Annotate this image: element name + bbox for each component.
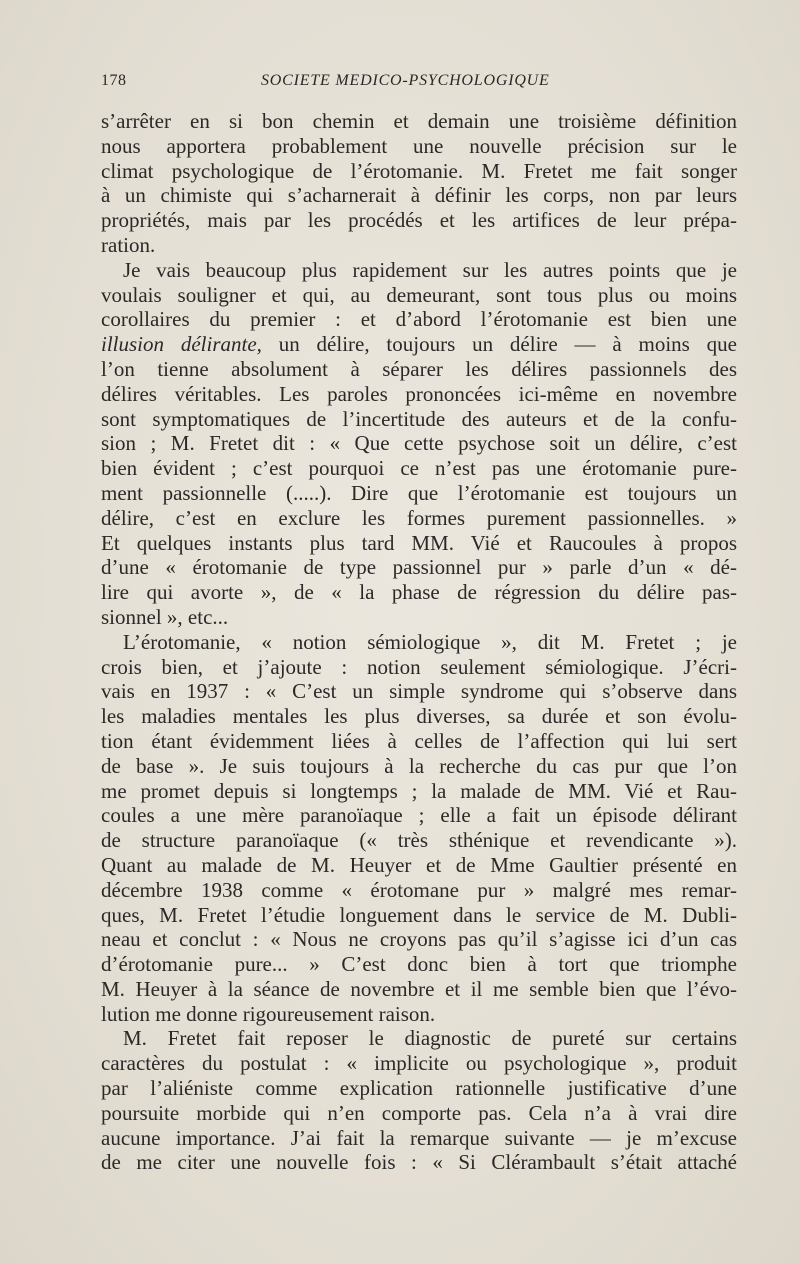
text-line: lire qui avorte », de « la phase de régression du délire pas- xyxy=(101,580,737,605)
text-line: ration. xyxy=(101,232,156,257)
text-line: délires véritables. Les paroles prononcées ici-même en novembre xyxy=(101,381,737,406)
text-line: me promet depuis si longtemps ; la malade de MM. Vié et Rau- xyxy=(101,778,737,803)
text-line: les maladies mentales les plus diverses, sa durée et son évolu- xyxy=(101,704,737,729)
text-line: M. Fretet fait reposer le diagnostic de pureté sur certains xyxy=(123,1026,737,1051)
page-number: 178 xyxy=(101,72,127,89)
text-line: voulais souligner et qui, au demeurant, sont tous plus ou moins xyxy=(101,282,737,307)
text-line: lution me donne rigoureusement raison. xyxy=(101,1001,436,1026)
text-line: à un chimiste qui s’acharnerait à définir les corps, non par leurs xyxy=(101,183,737,208)
text-line: Je vais beaucoup plus rapidement sur les autres points que je xyxy=(123,257,737,282)
text-line: caractères du postulat : « implicite ou psychologique », produit xyxy=(101,1051,737,1076)
text-line: climat psychologique de l’érotomanie. M. Fretet me fait songer xyxy=(101,158,737,183)
text-line: ques, M. Fretet l’étudie longuement dans le service de M. Dubli- xyxy=(101,902,737,927)
text-line: propriétés, mais par les procédés et les artifices de leur prépa- xyxy=(101,208,737,233)
text-line: délire, c’est en exclure les formes purement passionnelles. » xyxy=(101,505,737,530)
running-head: SOCIETE MEDICO-PSYCHOLOGIQUE xyxy=(261,72,550,89)
text-line: de structure paranoïaque (« très sthénique et revendicante »). xyxy=(101,828,737,853)
text-line: bien évident ; c’est pourquoi ce n’est pas une érotomanie pure- xyxy=(101,456,737,481)
text-line: crois bien, et j’ajoute : notion seulement sémiologique. J’écri- xyxy=(101,654,737,679)
text-run: un délire, toujours un délire — à moins que xyxy=(261,332,737,357)
text-line: l’on tienne absolument à séparer les délires passionnels des xyxy=(101,356,737,381)
text-line: nous apportera probablement une nouvelle précision sur le xyxy=(101,133,737,158)
italic-phrase: illusion délirante, xyxy=(101,332,262,357)
text-line: coules a une mère paranoïaque ; elle a fait un épisode délirant xyxy=(101,803,737,828)
text-line: tion étant évidemment liées à celles de l’affection qui lui sert xyxy=(101,728,737,753)
text-line: neau et conclut : « Nous ne croyons pas qu’il s’agisse ici d’un cas xyxy=(101,927,737,952)
text-line: sion ; M. Fretet dit : « Que cette psychose soit un délire, c’est xyxy=(101,431,737,456)
text-line: Et quelques instants plus tard MM. Vié et Raucoules à propos xyxy=(101,530,737,555)
text-line: de base ». Je suis toujours à la recherche du cas pur que l’on xyxy=(101,753,737,778)
text-line: vais en 1937 : « C’est un simple syndrome qui s’observe dans xyxy=(101,679,737,704)
text-line: poursuite morbide qui n’en comporte pas. Cela n’a à vrai dire xyxy=(101,1100,737,1125)
page-header xyxy=(101,72,741,96)
text-line: ment passionnelle (.....). Dire que l’érotomanie est toujours un xyxy=(101,480,737,505)
text-line: Quant au malade de M. Heuyer et de Mme Gaultier présenté en xyxy=(101,852,737,877)
text-line: de me citer une nouvelle fois : « Si Clérambault s’était attaché xyxy=(101,1150,737,1175)
text-line: M. Heuyer à la séance de novembre et il me semble bien que l’évo- xyxy=(101,976,737,1001)
text-line xyxy=(101,332,737,357)
text-line: décembre 1938 comme « érotomane pur » malgré mes remar- xyxy=(101,877,737,902)
text-line: aucune importance. J’ai fait la remarque suivante — je m’excuse xyxy=(101,1125,737,1150)
text-line: d’une « érotomanie de type passionnel pur » parle d’un « dé- xyxy=(101,555,737,580)
body-text xyxy=(101,109,737,1175)
text-line: L’érotomanie, « notion sémiologique », dit M. Fretet ; je xyxy=(123,629,737,654)
text-line: sionnel », etc... xyxy=(101,604,229,629)
text-line: d’érotomanie pure... » C’est donc bien à tort que triomphe xyxy=(101,952,737,977)
text-line: s’arrêter en si bon chemin et demain une troisième définition xyxy=(101,109,737,133)
text-line: par l’aliéniste comme explication rationnelle justificative d’une xyxy=(101,1076,737,1101)
text-line: corollaires du premier : et d’abord l’érotomanie est bien une xyxy=(101,307,737,332)
text-line: sont symptomatiques de l’incertitude des auteurs et de la confu- xyxy=(101,406,737,431)
